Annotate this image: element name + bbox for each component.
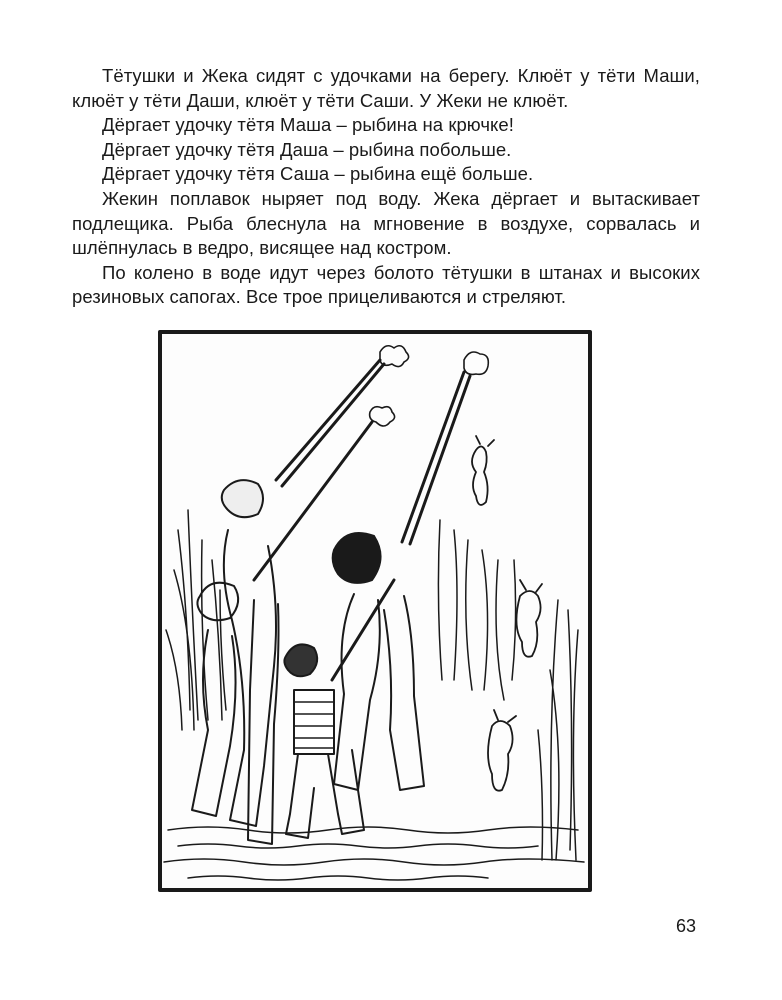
paragraph: По колено в воде идут через болото тётушки в штанах и высоких резиновых сапогах. Все трое прицеливаются и стреляют. <box>72 261 700 308</box>
page-number: 63 <box>675 916 696 936</box>
body-text <box>72 64 700 310</box>
paragraph: Дёргает удочку тётя Саша – рыбина ещё больше. <box>102 163 534 185</box>
paragraph: Тётушки и Жека сидят с удочками на берегу. Клюёт у тёти Маши, клюёт у тёти Даши, клюёт у тёти Саши. У Жеки не клюёт. <box>72 65 700 111</box>
hunting-scene-illustration <box>158 330 592 892</box>
paragraph: Жекин поплавок ныряет под воду. Жека дёргает и вытаскивает подлещика. Рыба блеснула на мгновение в воздухе, сорвалась и шлёпнулась в ведро, висящее над костром. <box>72 187 700 259</box>
paragraph: Дёргает удочку тётя Даша – рыбина побольше. <box>102 138 512 160</box>
paragraph: Дёргает удочку тётя Маша – рыбина на крючке! <box>102 114 514 136</box>
